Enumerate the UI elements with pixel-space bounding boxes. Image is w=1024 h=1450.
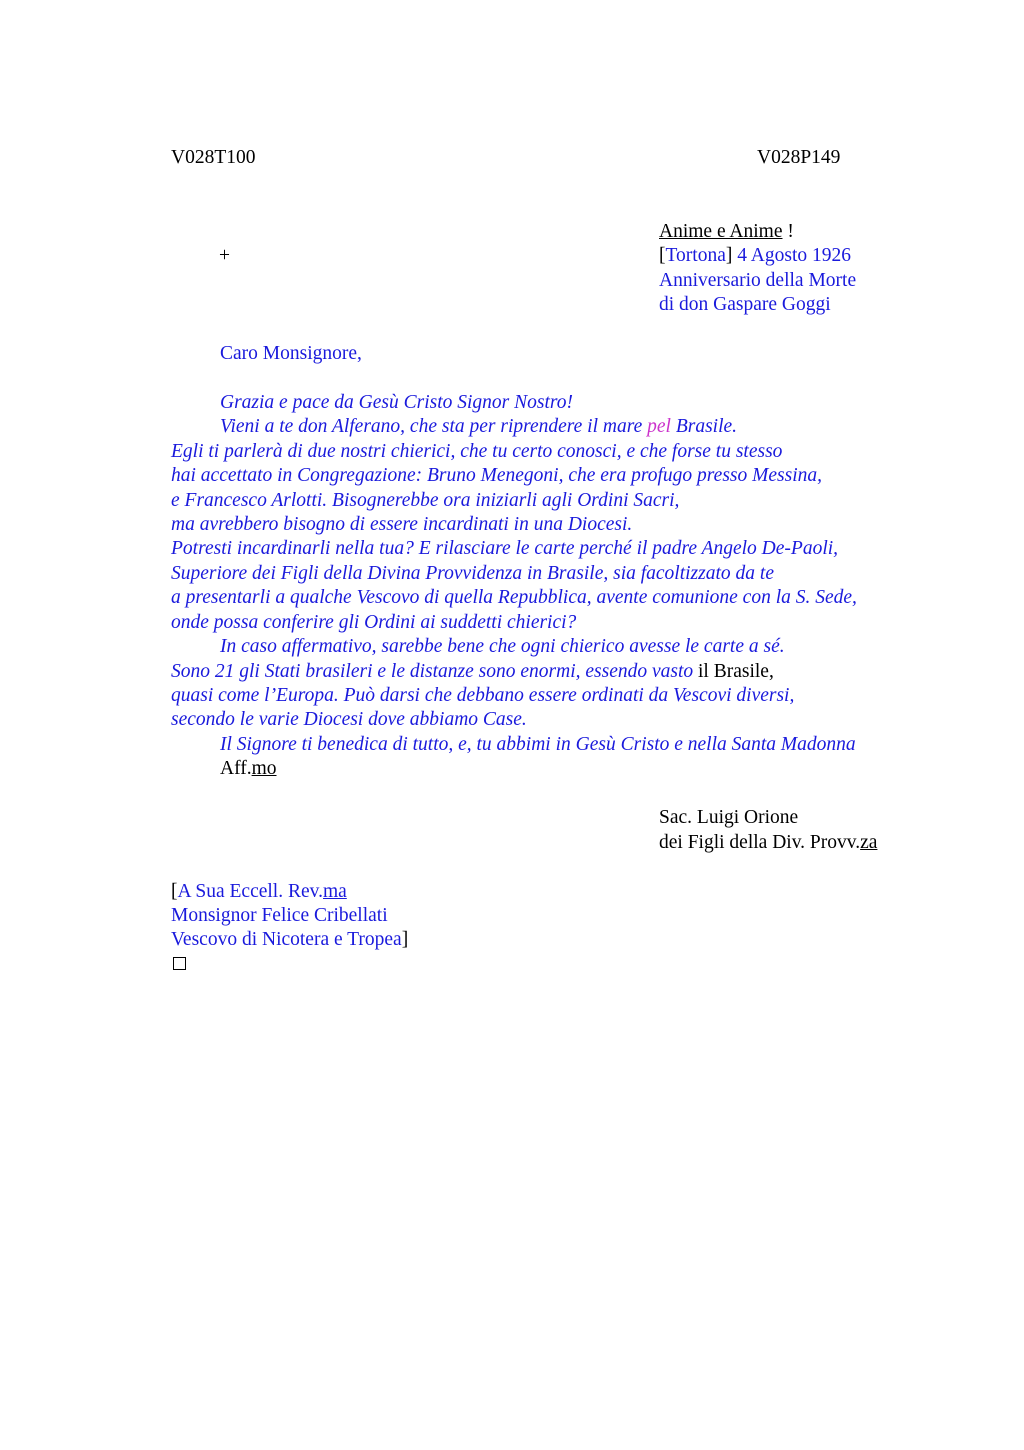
dateline-place-date — [659, 244, 851, 268]
body-line: Superiore dei Figli della Divina Provvidenza in Brasile, sia facoltizzato da te — [171, 563, 774, 584]
motto — [659, 220, 794, 244]
body-line: onde possa conferire gli Ordini ai suddetti chierici? — [171, 612, 577, 633]
signature-line2 — [659, 831, 877, 855]
body-line: secondo le varie Diocesi dove abbiamo Case. — [171, 709, 527, 730]
body-text: Vieni a te don Alferano, che sta per riprendere il mare — [220, 416, 648, 437]
body-line: Egli ti parlerà di due nostri chierici, che tu certo conosci, e che forse tu stesso — [171, 441, 783, 462]
cross-mark: + — [219, 245, 230, 266]
body-line: Grazia e pace da Gesù Cristo Signor Nostro! — [220, 392, 573, 413]
dateline-line3: di don Gaspare Goggi — [659, 294, 831, 315]
body-line: Potresti incardinarli nella tua? E rilasciare le carte perché il padre Angelo De-Paoli, — [171, 538, 839, 559]
body-line: quasi come l’Europa. Può darsi che debbano essere ordinati da Vescovi diversi, — [171, 685, 795, 706]
signature-text: dei Figli della Div. Provv. — [659, 832, 861, 853]
body-line — [171, 660, 774, 684]
body-line: a presentarli a qualche Vescovo di quella Repubblica, avente comunione con la S. Sede, — [171, 587, 857, 608]
body-line: ma avrebbero bisogno di essere incardinati in una Diocesi. — [171, 514, 633, 535]
signature-suffix: za — [860, 832, 878, 853]
body-line — [220, 415, 737, 439]
bracket-close: ] — [401, 929, 409, 950]
bracket-open: [ — [171, 881, 178, 902]
body-line: Il Signore ti benedica di tutto, e, tu abbimi in Gesù Cristo e nella Santa Madonna — [220, 734, 856, 755]
highlight-word: pel — [647, 416, 671, 437]
address-suffix: ma — [323, 881, 347, 902]
body-line: e Francesco Arlotti. Bisognerebbe ora iniziarli agli Ordini Sacri, — [171, 490, 680, 511]
date: 4 Agosto 1926 — [732, 245, 852, 266]
address-line2: Monsignor Felice Cribellati — [171, 905, 388, 926]
motto-mark: ! — [782, 221, 794, 242]
header-left-code: V028T100 — [171, 147, 256, 168]
motto-text: Anime e Anime — [659, 221, 783, 242]
body-line: In caso affermativo, sarebbe bene che ogni chierico avesse le carte a sé. — [220, 636, 785, 657]
closing — [220, 757, 277, 781]
address-line1 — [171, 880, 347, 904]
closing-aff: Aff. — [220, 758, 252, 779]
header-right-code: V028P149 — [757, 147, 841, 168]
body-text-plain: il Brasile, — [693, 661, 774, 682]
signature-name: Sac. Luigi Orione — [659, 807, 799, 828]
body-text: Brasile. — [670, 416, 738, 437]
address-text: Vescovo di Nicotera e Tropea — [171, 929, 402, 950]
body-text: Sono 21 gli Stati brasileri e le distanze sono enormi, essendo vasto — [171, 661, 694, 682]
salutation: Caro Monsignore, — [220, 343, 362, 364]
dateline-line2: Anniversario della Morte — [659, 270, 857, 291]
bracket-open: [ — [659, 245, 666, 266]
closing-aff-suffix: mo — [251, 758, 277, 779]
bracket-close: ] — [725, 245, 733, 266]
body-line: hai accettato in Congregazione: Bruno Menegoni, che era profugo presso Messina, — [171, 465, 822, 486]
address-text: A Sua Eccell. Rev. — [177, 881, 323, 902]
end-square-icon — [173, 957, 186, 970]
address-line3 — [171, 928, 408, 952]
place: Tortona — [665, 245, 726, 266]
